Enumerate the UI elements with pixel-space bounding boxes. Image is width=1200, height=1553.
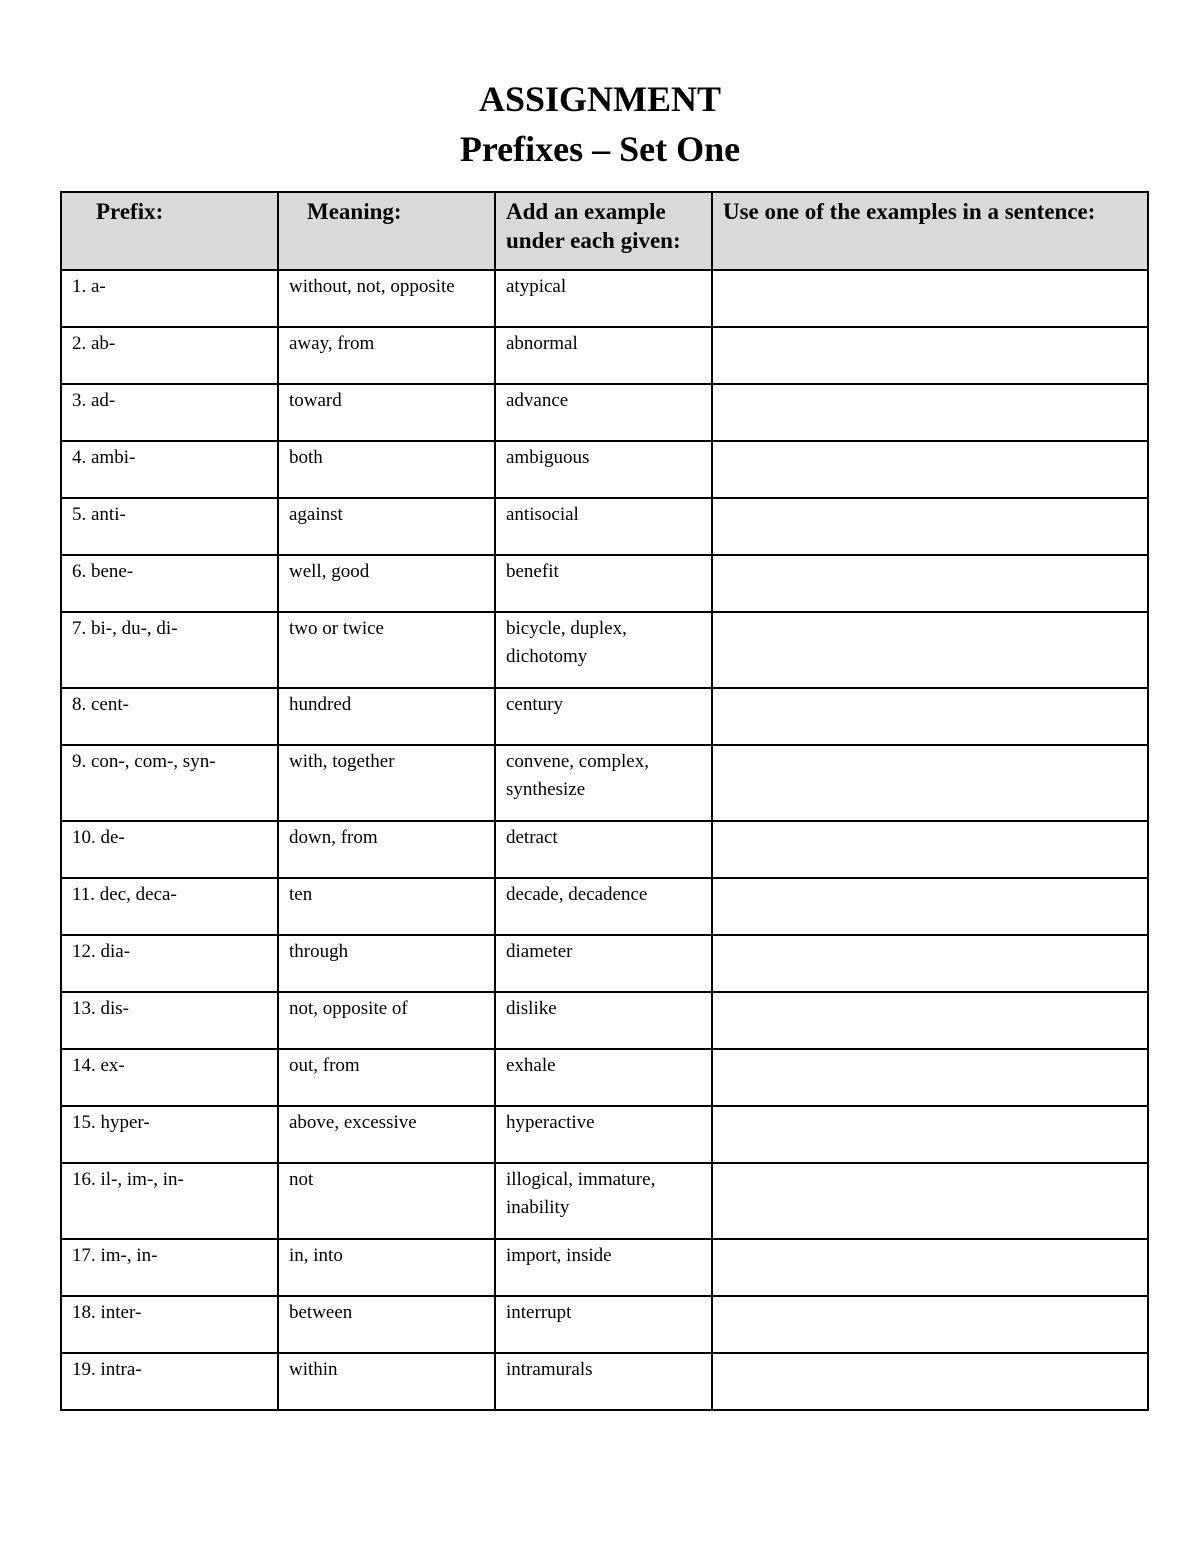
table-row: [61, 1163, 1148, 1239]
header-sentence: Use one of the examples in a sentence:: [712, 192, 1148, 270]
header-example: Add an example under each given:: [495, 192, 712, 270]
sentence-cell[interactable]: [712, 1239, 1148, 1296]
prefix-cell: 5. anti-: [61, 498, 278, 555]
example-cell: benefit: [495, 555, 712, 612]
sentence-cell[interactable]: [712, 1353, 1148, 1410]
meaning-cell: not, opposite of: [278, 992, 495, 1049]
sentence-cell[interactable]: [712, 935, 1148, 992]
example-cell: convene, complex, synthesize: [495, 745, 712, 821]
table-row: [61, 992, 1148, 1049]
table-header-row: [61, 192, 1148, 270]
example-cell: hyperactive: [495, 1106, 712, 1163]
meaning-cell: well, good: [278, 555, 495, 612]
table-row: [61, 441, 1148, 498]
prefix-cell: 2. ab-: [61, 327, 278, 384]
sentence-cell[interactable]: [712, 555, 1148, 612]
example-cell: illogical, immature, inability: [495, 1163, 712, 1239]
sentence-cell[interactable]: [712, 821, 1148, 878]
example-cell: exhale: [495, 1049, 712, 1106]
meaning-cell: not: [278, 1163, 495, 1239]
prefix-cell: 15. hyper-: [61, 1106, 278, 1163]
table-row: [61, 688, 1148, 745]
sentence-cell[interactable]: [712, 688, 1148, 745]
prefix-cell: 3. ad-: [61, 384, 278, 441]
table-row: [61, 821, 1148, 878]
meaning-cell: above, excessive: [278, 1106, 495, 1163]
sentence-cell[interactable]: [712, 498, 1148, 555]
example-cell: atypical: [495, 270, 712, 327]
header-meaning: Meaning:: [278, 192, 495, 270]
meaning-cell: between: [278, 1296, 495, 1353]
table-row: [61, 384, 1148, 441]
table-row: [61, 555, 1148, 612]
example-cell: diameter: [495, 935, 712, 992]
sentence-cell[interactable]: [712, 1106, 1148, 1163]
sentence-cell[interactable]: [712, 745, 1148, 821]
prefix-table: [60, 191, 1149, 1411]
prefix-cell: 9. con-, com-, syn-: [61, 745, 278, 821]
prefix-cell: 1. a-: [61, 270, 278, 327]
meaning-cell: away, from: [278, 327, 495, 384]
meaning-cell: through: [278, 935, 495, 992]
prefix-cell: 17. im-, in-: [61, 1239, 278, 1296]
meaning-cell: down, from: [278, 821, 495, 878]
header-prefix: Prefix:: [61, 192, 278, 270]
prefix-cell: 10. de-: [61, 821, 278, 878]
prefix-cell: 6. bene-: [61, 555, 278, 612]
meaning-cell: in, into: [278, 1239, 495, 1296]
sentence-cell[interactable]: [712, 878, 1148, 935]
sentence-cell[interactable]: [712, 1049, 1148, 1106]
table-row: [61, 878, 1148, 935]
table-row: [61, 1049, 1148, 1106]
prefix-cell: 7. bi-, du-, di-: [61, 612, 278, 688]
table-row: [61, 1239, 1148, 1296]
meaning-cell: ten: [278, 878, 495, 935]
example-cell: ambiguous: [495, 441, 712, 498]
example-cell: bicycle, duplex, dichotomy: [495, 612, 712, 688]
meaning-cell: out, from: [278, 1049, 495, 1106]
sentence-cell[interactable]: [712, 270, 1148, 327]
meaning-cell: two or twice: [278, 612, 495, 688]
sentence-cell[interactable]: [712, 327, 1148, 384]
meaning-cell: against: [278, 498, 495, 555]
example-cell: detract: [495, 821, 712, 878]
example-cell: interrupt: [495, 1296, 712, 1353]
table-body: [61, 270, 1148, 1410]
meaning-cell: toward: [278, 384, 495, 441]
sentence-cell[interactable]: [712, 1296, 1148, 1353]
table-row: [61, 327, 1148, 384]
table-row: [61, 498, 1148, 555]
prefix-cell: 12. dia-: [61, 935, 278, 992]
meaning-cell: hundred: [278, 688, 495, 745]
example-cell: antisocial: [495, 498, 712, 555]
meaning-cell: within: [278, 1353, 495, 1410]
example-cell: import, inside: [495, 1239, 712, 1296]
example-cell: advance: [495, 384, 712, 441]
table-row: [61, 612, 1148, 688]
example-cell: abnormal: [495, 327, 712, 384]
meaning-cell: without, not, opposite: [278, 270, 495, 327]
sentence-cell[interactable]: [712, 1163, 1148, 1239]
table-row: [61, 745, 1148, 821]
page-subtitle: Prefixes – Set One: [459, 129, 741, 169]
example-cell: century: [495, 688, 712, 745]
meaning-cell: with, together: [278, 745, 495, 821]
sentence-cell[interactable]: [712, 384, 1148, 441]
meaning-cell: both: [278, 441, 495, 498]
prefix-cell: 11. dec, deca-: [61, 878, 278, 935]
page-title: ASSIGNMENT: [478, 79, 722, 119]
table-row: [61, 935, 1148, 992]
sentence-cell[interactable]: [712, 441, 1148, 498]
example-cell: intramurals: [495, 1353, 712, 1410]
prefix-cell: 16. il-, im-, in-: [61, 1163, 278, 1239]
example-cell: dislike: [495, 992, 712, 1049]
prefix-cell: 8. cent-: [61, 688, 278, 745]
prefix-cell: 13. dis-: [61, 992, 278, 1049]
prefix-cell: 18. inter-: [61, 1296, 278, 1353]
prefix-cell: 4. ambi-: [61, 441, 278, 498]
prefix-cell: 19. intra-: [61, 1353, 278, 1410]
example-cell: decade, decadence: [495, 878, 712, 935]
table-row: [61, 270, 1148, 327]
table-row: [61, 1353, 1148, 1410]
sentence-cell[interactable]: [712, 992, 1148, 1049]
table-row: [61, 1106, 1148, 1163]
table-row: [61, 1296, 1148, 1353]
sentence-cell[interactable]: [712, 612, 1148, 688]
prefix-cell: 14. ex-: [61, 1049, 278, 1106]
